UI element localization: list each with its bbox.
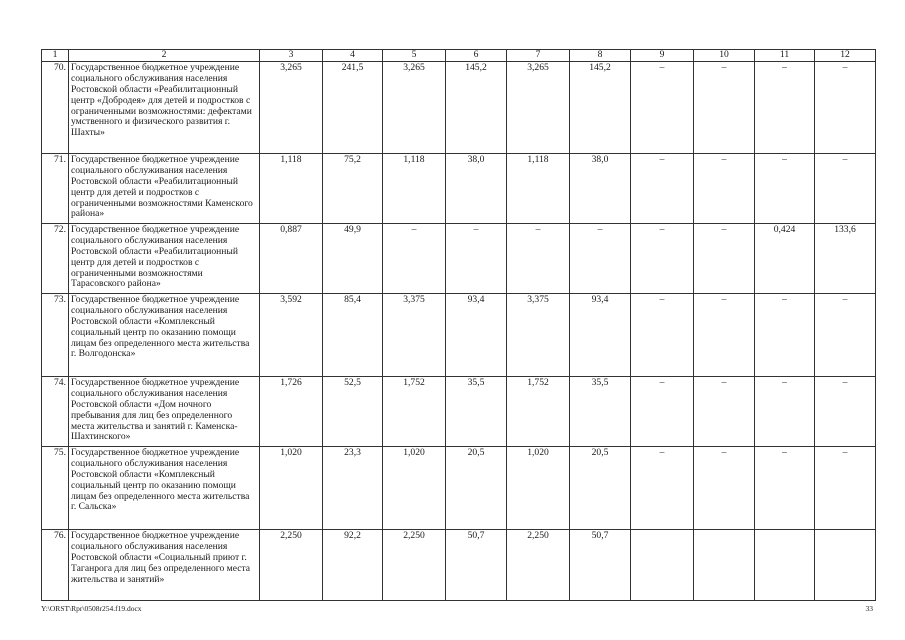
value-cell: – bbox=[815, 61, 876, 153]
value-cell: – bbox=[694, 223, 755, 293]
value-cell: 50,7 bbox=[446, 529, 507, 600]
institution-name: Государственное бюджетное учреждение социального обслуживания населения Ростовской области «Социальный приют г. Таганрога для лиц без определенного места жительства и занятий» bbox=[69, 529, 260, 600]
value-cell: – bbox=[631, 223, 694, 293]
column-number-header: 10 bbox=[694, 50, 755, 62]
value-cell bbox=[694, 529, 755, 600]
value-cell: – bbox=[631, 61, 694, 153]
column-number-header: 11 bbox=[755, 50, 815, 62]
value-cell: – bbox=[755, 446, 815, 529]
budget-table bbox=[41, 49, 876, 601]
column-number-row bbox=[42, 50, 876, 62]
value-cell: – bbox=[755, 61, 815, 153]
value-cell: 1,726 bbox=[260, 376, 323, 446]
value-cell: 35,5 bbox=[446, 376, 507, 446]
value-cell: – bbox=[631, 153, 694, 223]
row-number: 74. bbox=[42, 376, 69, 446]
column-number-header: 2 bbox=[69, 50, 260, 62]
value-cell: – bbox=[694, 446, 755, 529]
value-cell: 3,375 bbox=[507, 293, 570, 376]
table-row bbox=[42, 61, 876, 153]
value-cell: – bbox=[631, 446, 694, 529]
table-row bbox=[42, 446, 876, 529]
row-number: 70. bbox=[42, 61, 69, 153]
institution-name: Государственное бюджетное учреждение социального обслуживания населения Ростовской области «Реабилитационный центр для детей и подростков с ограниченными возможностями Каменского района» bbox=[69, 153, 260, 223]
value-cell: 1,118 bbox=[383, 153, 446, 223]
value-cell: 133,6 bbox=[815, 223, 876, 293]
value-cell: – bbox=[755, 153, 815, 223]
row-number: 73. bbox=[42, 293, 69, 376]
value-cell: 75,2 bbox=[323, 153, 383, 223]
value-cell: – bbox=[755, 376, 815, 446]
value-cell: 20,5 bbox=[570, 446, 631, 529]
column-number-header: 6 bbox=[446, 50, 507, 62]
value-cell: – bbox=[815, 446, 876, 529]
institution-name: Государственное бюджетное учреждение социального обслуживания населения Ростовской области «Дом ночного пребывания для лиц без определенного места жительства и занятий г. Каменска-Шахтинского» bbox=[69, 376, 260, 446]
value-cell: 93,4 bbox=[446, 293, 507, 376]
value-cell: 49,9 bbox=[323, 223, 383, 293]
value-cell: 23,3 bbox=[323, 446, 383, 529]
value-cell: 38,0 bbox=[446, 153, 507, 223]
institution-name: Государственное бюджетное учреждение социального обслуживания населения Ростовской области «Реабилитационный центр «Добродея» для детей и подростков с ограниченными возможностями: дефектами умственного и физического развития г. Шахты» bbox=[69, 61, 260, 153]
value-cell: 3,375 bbox=[383, 293, 446, 376]
value-cell bbox=[631, 529, 694, 600]
value-cell: – bbox=[694, 61, 755, 153]
column-number-header: 7 bbox=[507, 50, 570, 62]
value-cell: – bbox=[383, 223, 446, 293]
value-cell: – bbox=[815, 376, 876, 446]
column-number-header: 1 bbox=[42, 50, 69, 62]
value-cell: 1,118 bbox=[507, 153, 570, 223]
value-cell: 20,5 bbox=[446, 446, 507, 529]
value-cell bbox=[815, 529, 876, 600]
row-number: 75. bbox=[42, 446, 69, 529]
value-cell: 0,887 bbox=[260, 223, 323, 293]
value-cell: 3,265 bbox=[383, 61, 446, 153]
value-cell: – bbox=[694, 376, 755, 446]
value-cell: 1,020 bbox=[507, 446, 570, 529]
row-number: 72. bbox=[42, 223, 69, 293]
value-cell: 1,118 bbox=[260, 153, 323, 223]
footer-file-path: Y:\ORST\Rpr\0508r254.f19.docx bbox=[41, 604, 142, 613]
value-cell: 1,752 bbox=[507, 376, 570, 446]
institution-name: Государственное бюджетное учреждение социального обслуживания населения Ростовской области «Реабилитационный центр для детей и подростков с ограниченными возможностями Тарасовского района» bbox=[69, 223, 260, 293]
institution-name: Государственное бюджетное учреждение социального обслуживания населения Ростовской области «Комплексный социальный центр по оказанию помощи лицам без определенного места жительства г. Сальска» bbox=[69, 446, 260, 529]
column-number-header: 12 bbox=[815, 50, 876, 62]
value-cell: 2,250 bbox=[507, 529, 570, 600]
value-cell: 3,592 bbox=[260, 293, 323, 376]
column-number-header: 9 bbox=[631, 50, 694, 62]
value-cell: 2,250 bbox=[383, 529, 446, 600]
value-cell: 1,020 bbox=[383, 446, 446, 529]
value-cell: 50,7 bbox=[570, 529, 631, 600]
value-cell: 0,424 bbox=[755, 223, 815, 293]
value-cell: – bbox=[694, 293, 755, 376]
table-row bbox=[42, 223, 876, 293]
value-cell: 93,4 bbox=[570, 293, 631, 376]
column-number-header: 4 bbox=[323, 50, 383, 62]
value-cell: – bbox=[507, 223, 570, 293]
value-cell: – bbox=[694, 153, 755, 223]
value-cell: 2,250 bbox=[260, 529, 323, 600]
value-cell: 92,2 bbox=[323, 529, 383, 600]
value-cell: – bbox=[446, 223, 507, 293]
institution-name: Государственное бюджетное учреждение социального обслуживания населения Ростовской области «Комплексный социальный центр по оказанию помощи лицам без определенного места жительства г. Волгодонска» bbox=[69, 293, 260, 376]
value-cell: 3,265 bbox=[260, 61, 323, 153]
value-cell: 1,020 bbox=[260, 446, 323, 529]
row-number: 76. bbox=[42, 529, 69, 600]
value-cell: – bbox=[755, 293, 815, 376]
table-row bbox=[42, 529, 876, 600]
value-cell: – bbox=[815, 153, 876, 223]
table-body bbox=[42, 50, 876, 601]
value-cell: 145,2 bbox=[446, 61, 507, 153]
column-number-header: 5 bbox=[383, 50, 446, 62]
value-cell: 35,5 bbox=[570, 376, 631, 446]
table-row bbox=[42, 293, 876, 376]
value-cell: 145,2 bbox=[570, 61, 631, 153]
row-number: 71. bbox=[42, 153, 69, 223]
value-cell: 3,265 bbox=[507, 61, 570, 153]
value-cell: – bbox=[815, 293, 876, 376]
page-number: 33 bbox=[865, 604, 873, 613]
value-cell: 52,5 bbox=[323, 376, 383, 446]
value-cell: – bbox=[631, 293, 694, 376]
column-number-header: 3 bbox=[260, 50, 323, 62]
value-cell: – bbox=[631, 376, 694, 446]
value-cell: 85,4 bbox=[323, 293, 383, 376]
value-cell: 241,5 bbox=[323, 61, 383, 153]
value-cell: – bbox=[570, 223, 631, 293]
table-row bbox=[42, 376, 876, 446]
column-number-header: 8 bbox=[570, 50, 631, 62]
value-cell: 38,0 bbox=[570, 153, 631, 223]
value-cell bbox=[755, 529, 815, 600]
value-cell: 1,752 bbox=[383, 376, 446, 446]
table-row bbox=[42, 153, 876, 223]
